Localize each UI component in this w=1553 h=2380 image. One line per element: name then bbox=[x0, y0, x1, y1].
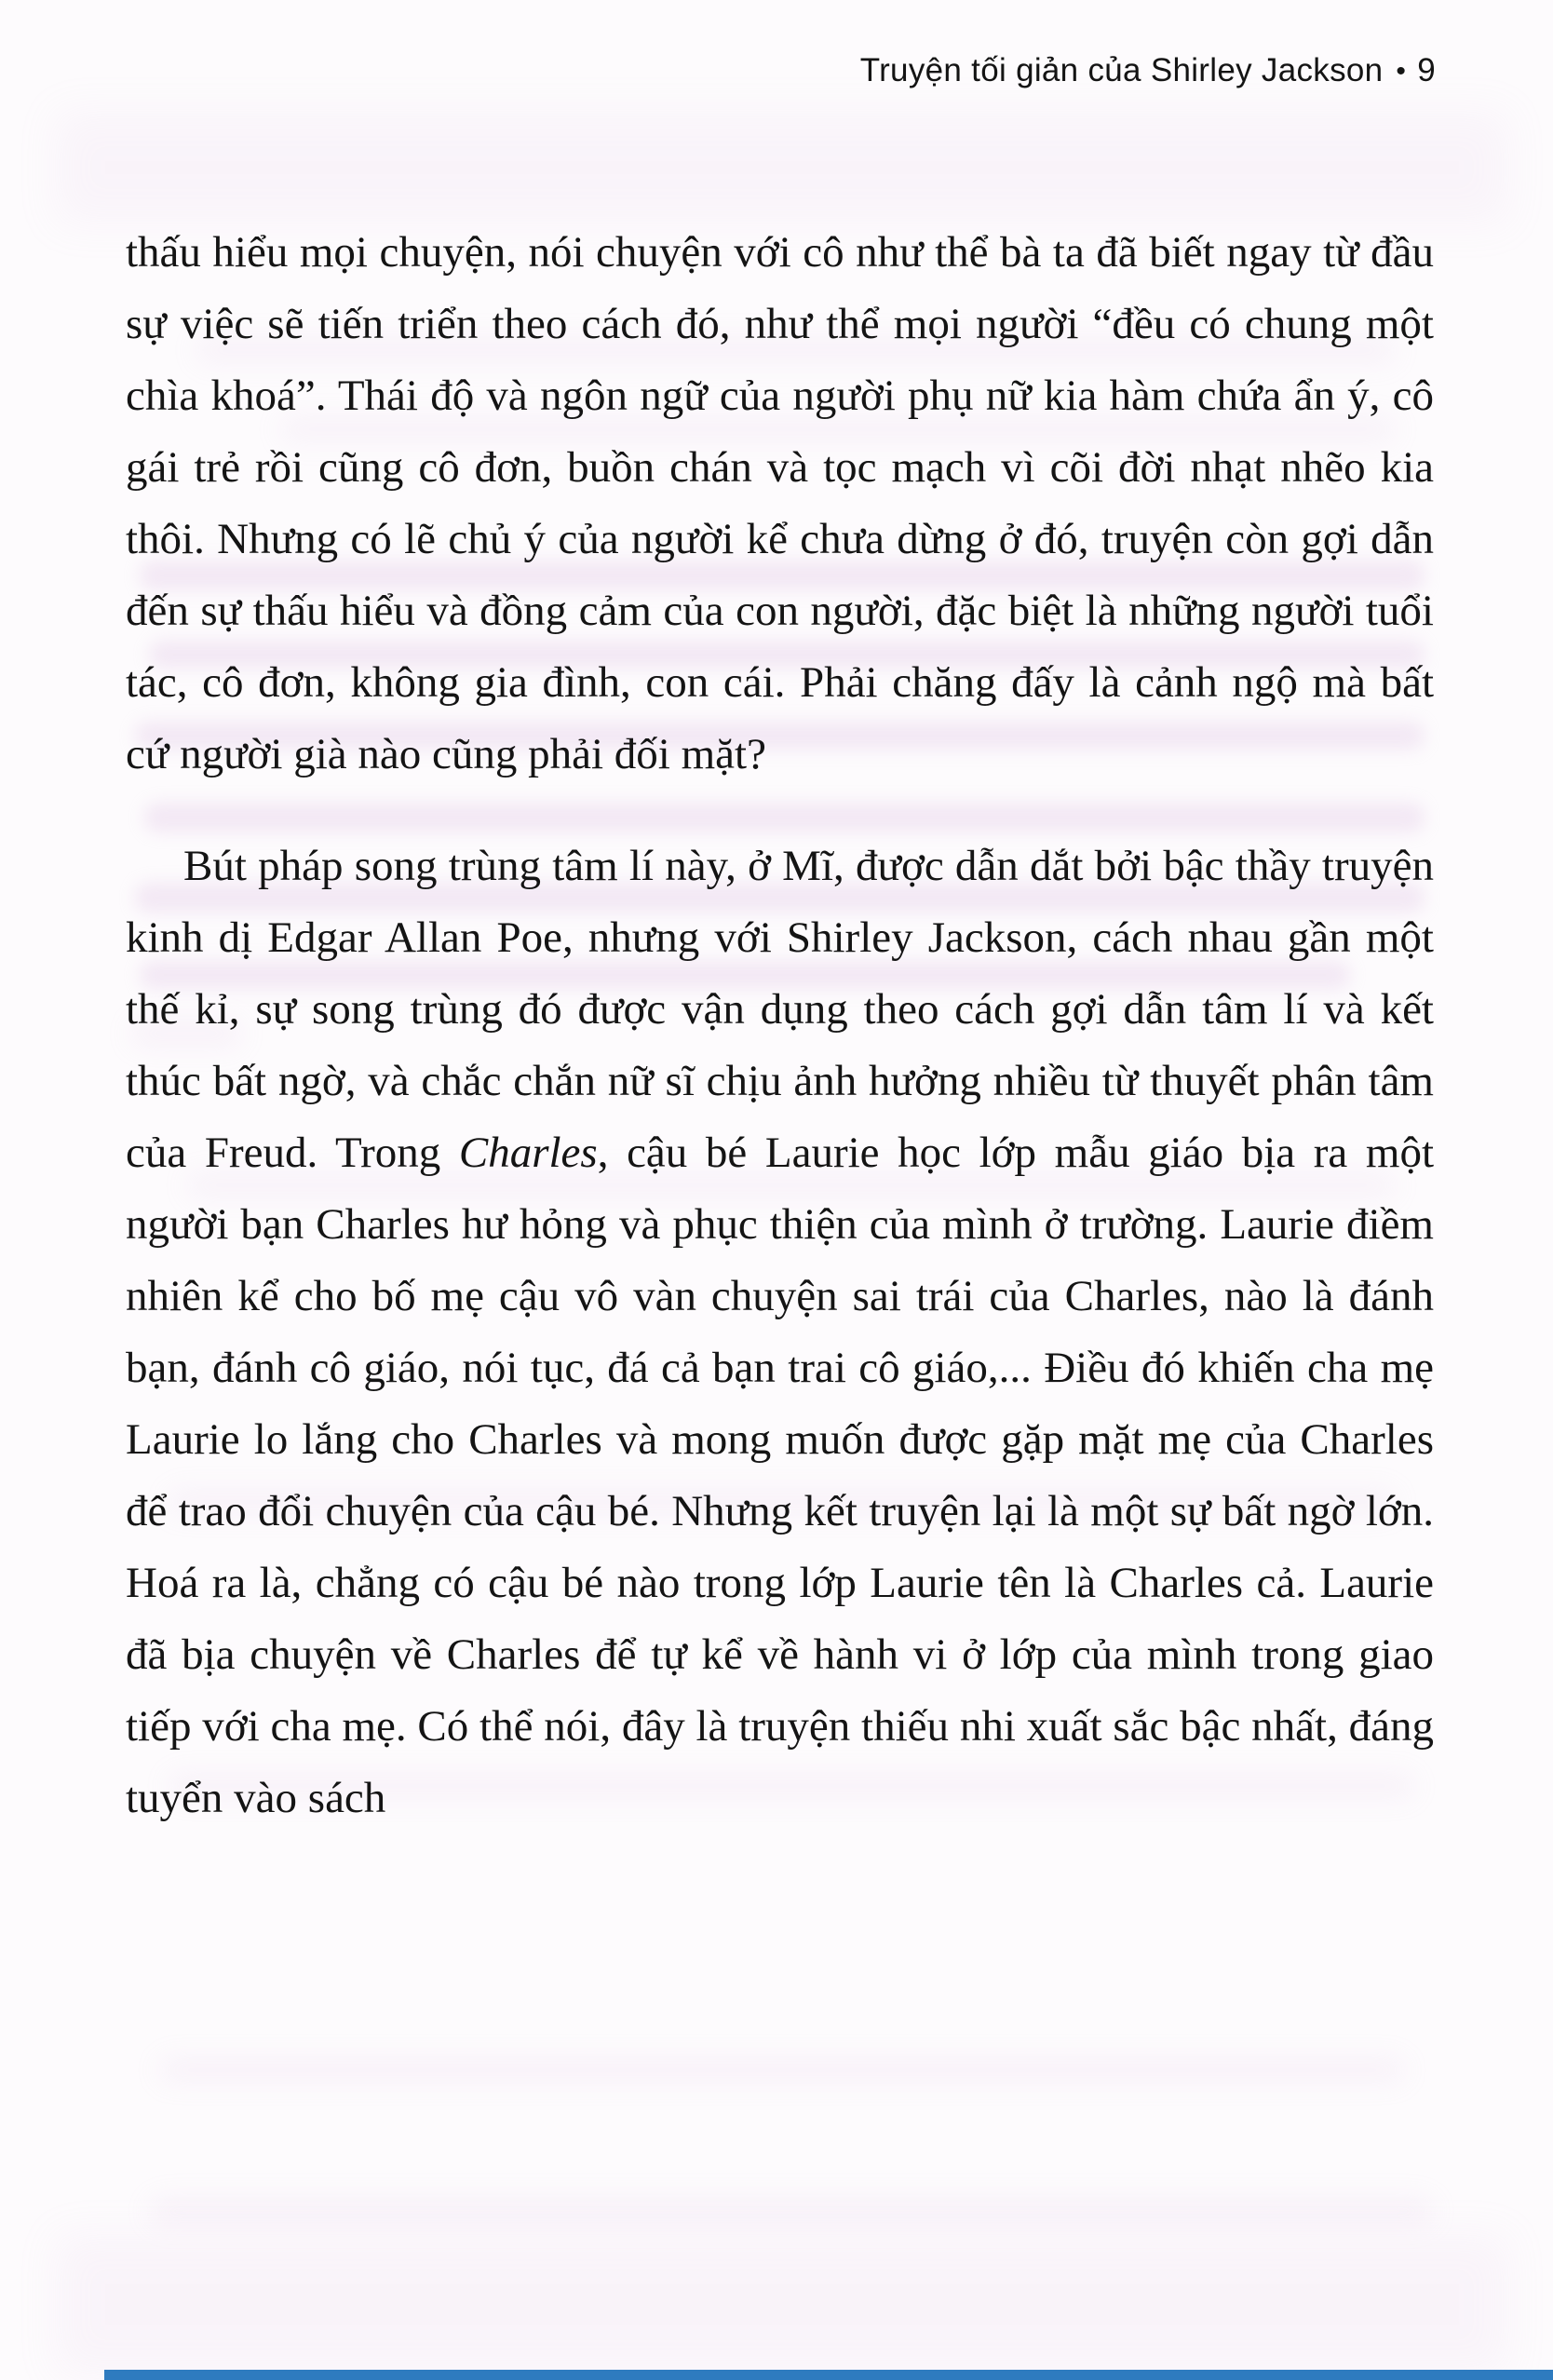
running-header-title: Truyện tối giản của Shirley Jackson bbox=[859, 52, 1384, 88]
paragraph-text: , cậu bé Laurie học lớp mẫu giáo bịa ra một người bạn Charles hư hỏng và phục thiện của mình ở trường. Laurie điềm nhiên kể cho bố mẹ cậu vô vàn chuyện sai trái của Charles, nào là đánh bạn, đánh cô giáo, nói tục, đá cả bạn trai cô giáo,... Điều đó khiến cha mẹ Laurie lo lắng cho Charles và mong muốn được gặp mặt mẹ của Charles để trao đổi chuyện của cậu bé. Nhưng kết truyện lại là một sự bất ngờ lớn. Hoá ra là, chẳng có cậu bé nào trong lớp Laurie tên là Charles cả. Laurie đã bịa chuyện về Charles để tự kể về hành vi ở lớp của mình trong giao tiếp với cha mẹ. Có thể nói, đây là truyện thiếu nhi xuất sắc bậc nhất, đáng tuyển vào sách bbox=[126, 1129, 1435, 1822]
print-bleedthrough bbox=[56, 2235, 1508, 2374]
story-title-italic: Charles bbox=[458, 1129, 598, 1177]
running-header bbox=[860, 52, 1436, 89]
paragraph bbox=[126, 217, 1434, 791]
print-bleedthrough bbox=[149, 2197, 1434, 2225]
print-bleedthrough bbox=[56, 112, 1508, 223]
page-edge-strip bbox=[104, 2370, 1553, 2380]
paragraph-text: thấu hiểu mọi chuyện, nói chuyện với cô như thể bà ta đã biết ngay từ đầu sự việc sẽ tiến triển theo cách đó, như thể mọi người “đều có chung một chìa khoá”. Thái độ và ngôn ngữ của người phụ nữ kia hàm chứa ẩn ý, cô gái trẻ rồi cũng cô đơn, buồn chán và tọc mạch vì cõi đời nhạt nhẽo kia thôi. Nhưng có lẽ chủ ý của người kể chưa dừng ở đó, truyện còn gợi dẫn đến sự thấu hiểu và đồng cảm của con người, đặc biệt là những người tuổi tác, cô đơn, không gia đình, con cái. Phải chăng đấy là cảnh ngộ mà bất cứ người già nào cũng phải đối mặt? bbox=[126, 228, 1434, 778]
print-bleedthrough bbox=[158, 2058, 1406, 2082]
paragraph bbox=[126, 831, 1434, 1834]
body-text bbox=[126, 217, 1434, 1834]
page-number: 9 bbox=[1417, 52, 1436, 88]
separator-dot: • bbox=[1396, 56, 1407, 87]
paragraph-text: Bút pháp song trùng tâm lí này, ở Mĩ, được dẫn dắt bởi bậc thầy truyện kinh dị Edgar Allan Poe, nhưng với Shirley Jackson, cách nhau gần một thế kỉ, sự song trùng đó được vận dụng theo cách gợi dẫn tâm lí và kết thúc bất ngờ, và chắc chắn nữ sĩ chịu ảnh hưởng nhiều từ thuyết phân tâm của Freud. Trong bbox=[126, 842, 1434, 1177]
